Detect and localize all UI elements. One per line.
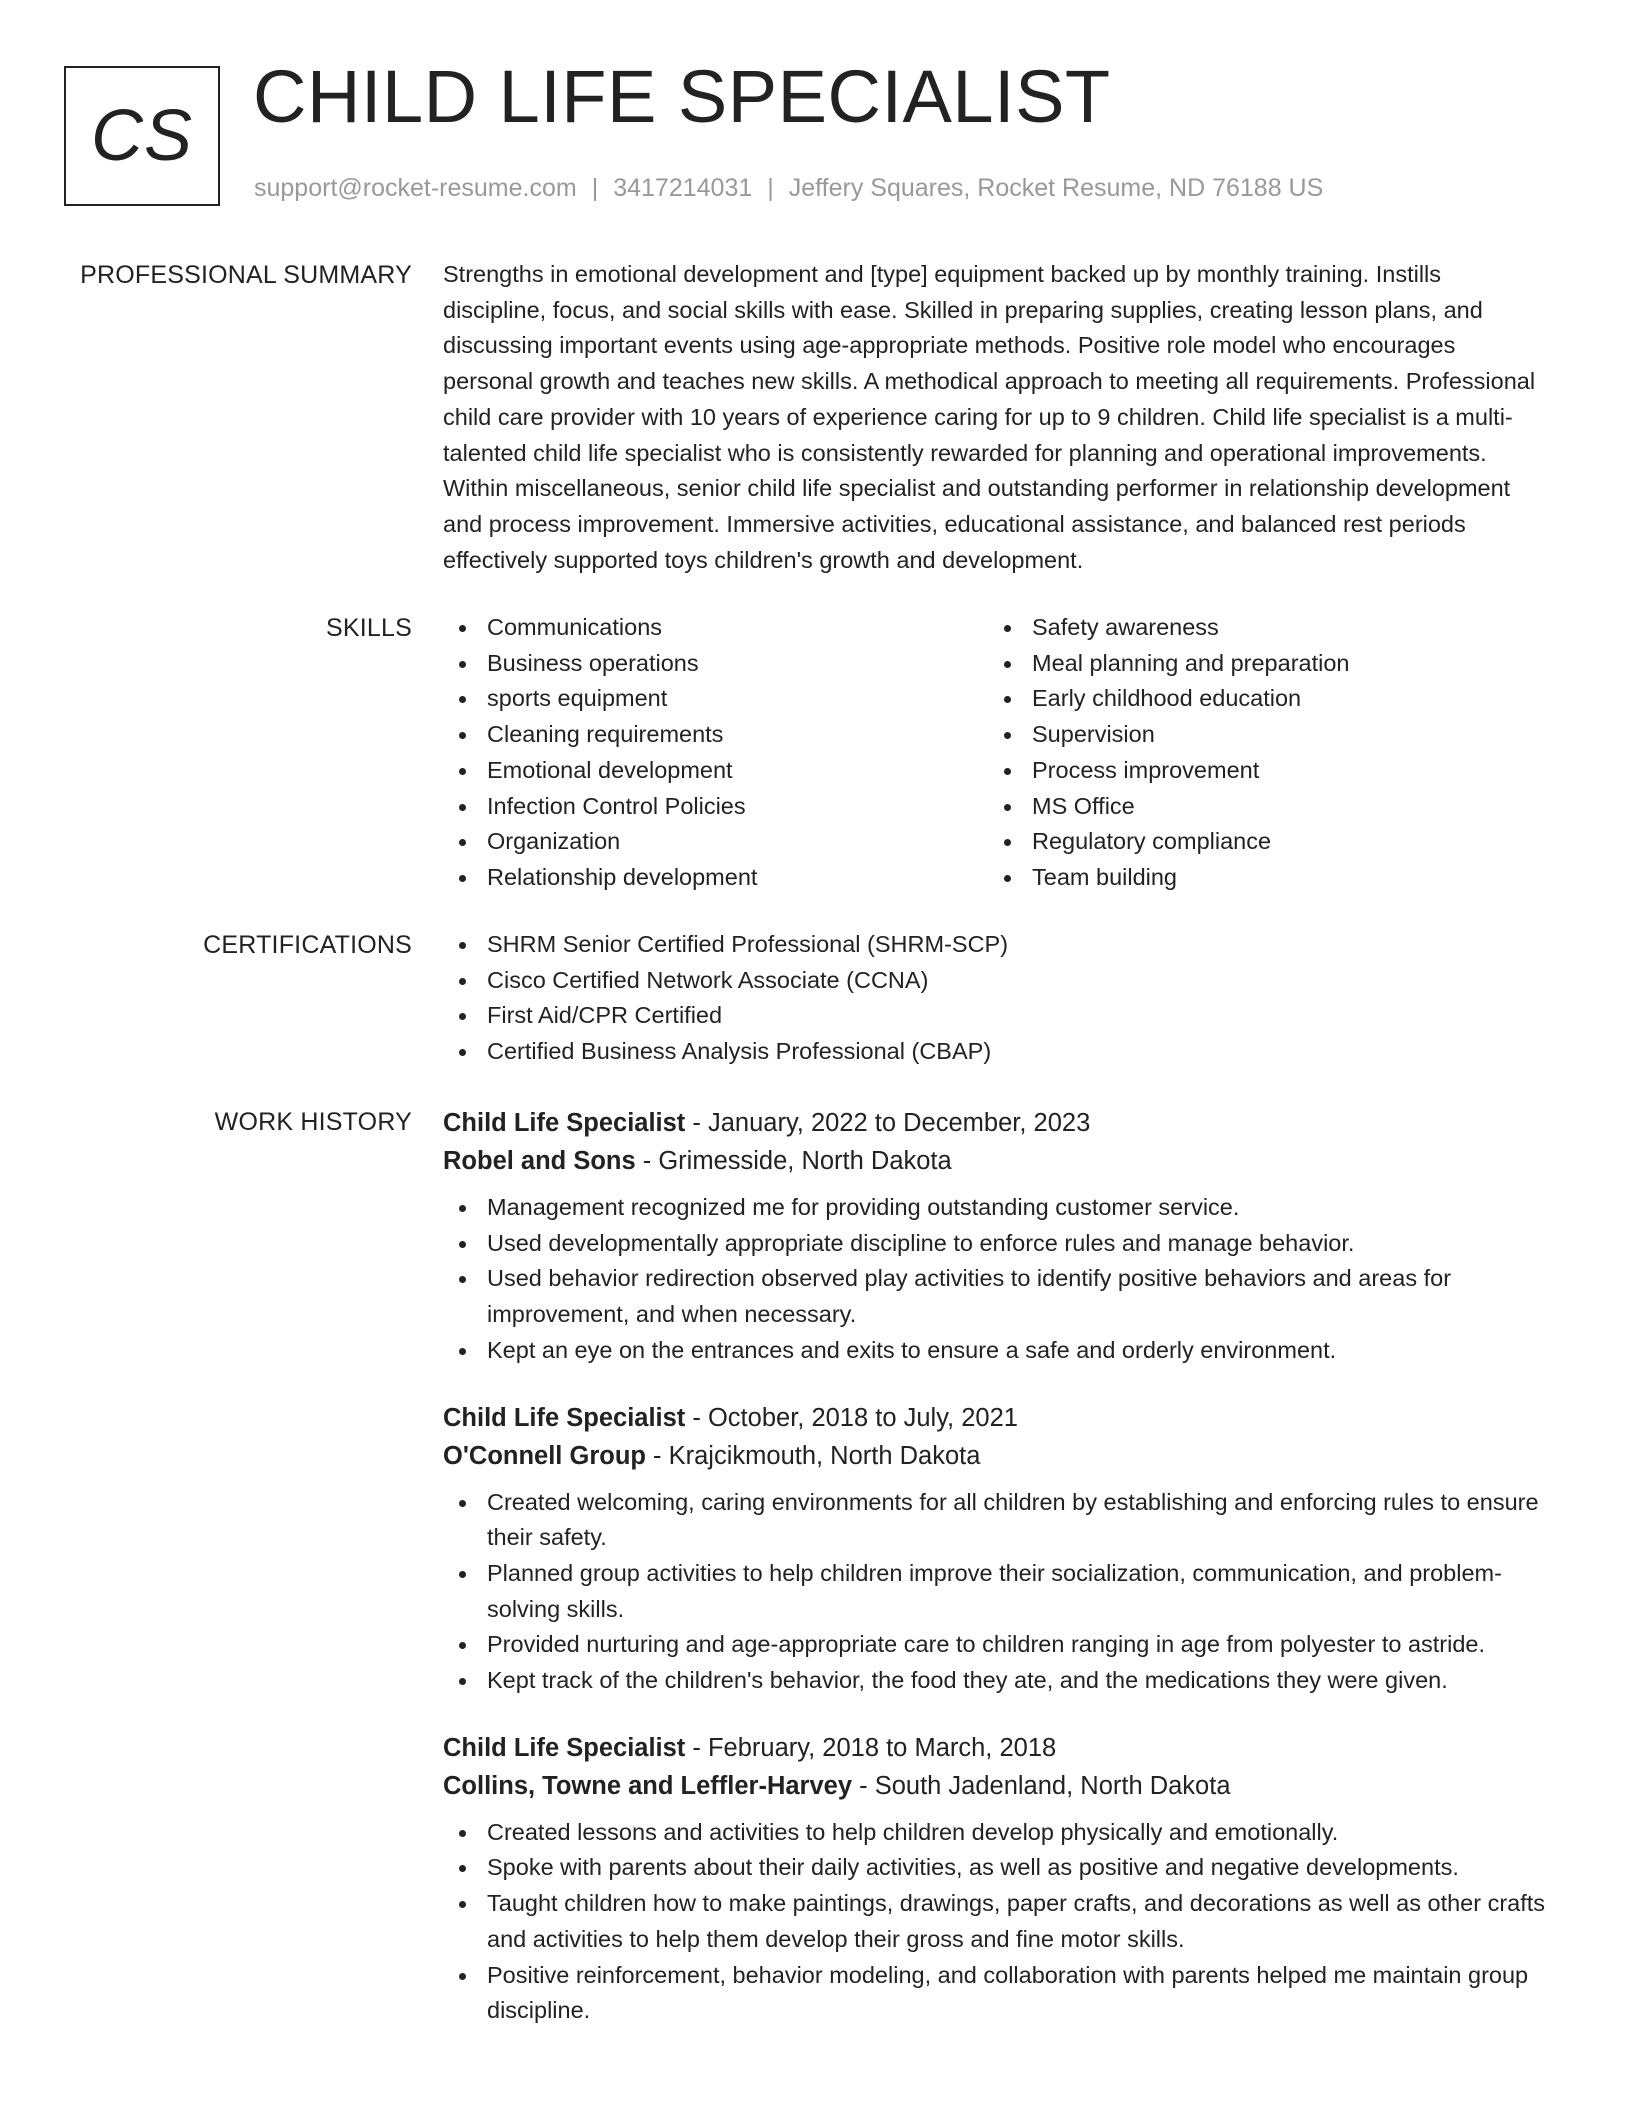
- skill-item: Cleaning requirements: [443, 717, 988, 753]
- resume-name-title: CHILD LIFE SPECIALIST: [253, 55, 1111, 138]
- skill-item: Early childhood education: [988, 681, 1533, 717]
- job-dates: - February, 2018 to March, 2018: [685, 1733, 1057, 1762]
- job-bullet-item: Used developmentally appropriate discipline to enforce rules and manage behavior.: [443, 1226, 1567, 1262]
- job-bullet-item: Taught children how to make paintings, drawings, paper crafts, and decorations as well as other crafts and activities to help them develop their gross and fine motor skills.: [443, 1886, 1567, 1957]
- job-entry: [443, 1399, 1543, 1699]
- skill-item: Emotional development: [443, 753, 988, 789]
- certification-item: Certified Business Analysis Professional (CBAP): [443, 1034, 1543, 1070]
- job-company-line: [443, 1767, 1543, 1805]
- job-bullet-item: Provided nurturing and age-appropriate care to children ranging in age from polyester to astride.: [443, 1627, 1567, 1663]
- skill-item: MS Office: [988, 789, 1533, 825]
- contact-separator: |: [591, 174, 599, 202]
- skill-item: sports equipment: [443, 681, 988, 717]
- job-title-line: [443, 1399, 1543, 1437]
- job-title-line: [443, 1729, 1543, 1767]
- monogram-initials: CS: [90, 96, 194, 176]
- job-bullet-list: [443, 1485, 1543, 1699]
- certification-item: SHRM Senior Certified Professional (SHRM-SCP): [443, 927, 1543, 963]
- job-bullet-item: Created welcoming, caring environments for all children by establishing and enforcing rules to ensure their safety.: [443, 1485, 1567, 1556]
- job-company-line: [443, 1142, 1543, 1180]
- job-entry: [443, 1729, 1546, 2029]
- skills-list-left: [443, 610, 988, 896]
- job-bullet-item: Kept track of the children's behavior, the food they ate, and the medications they were given.: [443, 1663, 1567, 1699]
- job-company: Collins, Towne and Leffler-Harvey: [443, 1771, 853, 1800]
- job-location: - Grimesside, North Dakota: [635, 1147, 952, 1175]
- job-bullet-item: Spoke with parents about their daily activities, as well as positive and negative developments.: [443, 1850, 1567, 1886]
- skill-item: Team building: [988, 860, 1533, 896]
- certifications-label: CERTIFICATIONS: [203, 931, 412, 959]
- skill-item: Organization: [443, 824, 988, 860]
- contact-line: [254, 173, 1323, 203]
- job-bullet-item: Planned group activities to help children improve their socialization, communication, and problem-solving skills.: [443, 1556, 1567, 1627]
- contact-separator: |: [767, 174, 774, 202]
- contact-phone: 3417214031: [613, 174, 753, 202]
- skill-item: Infection Control Policies: [443, 789, 988, 825]
- certifications-list: [443, 927, 1543, 1070]
- job-title: Child Life Specialist: [443, 1733, 686, 1762]
- contact-email: support@rocket-resume.com: [254, 174, 577, 202]
- monogram-badge: [64, 66, 220, 206]
- job-bullet-item: Created lessons and activities to help children develop physically and emotionally.: [443, 1815, 1567, 1851]
- job-bullet-item: Kept an eye on the entrances and exits to ensure a safe and orderly environment.: [443, 1333, 1567, 1369]
- summary-label: PROFESSIONAL SUMMARY: [80, 261, 412, 289]
- work-history-label: WORK HISTORY: [214, 1108, 412, 1136]
- skill-item: Business operations: [443, 646, 988, 682]
- summary-content: [443, 257, 1543, 578]
- skill-item: Supervision: [988, 717, 1533, 753]
- certification-item: Cisco Certified Network Associate (CCNA): [443, 963, 1543, 999]
- job-bullet-list: [443, 1815, 1546, 2029]
- job-company-line: [443, 1437, 1543, 1475]
- skill-item: Safety awareness: [988, 610, 1533, 646]
- job-dates: - October, 2018 to July, 2021: [685, 1403, 1018, 1432]
- certification-item: First Aid/CPR Certified: [443, 998, 1543, 1034]
- job-bullet-list: [443, 1190, 1543, 1369]
- certifications-content: [443, 927, 1543, 1070]
- job-bullet-item: Management recognized me for providing outstanding customer service.: [443, 1190, 1567, 1226]
- job-bullet-item: Used behavior redirection observed play activities to identify positive behaviors and areas for improvement, and when necessary.: [443, 1261, 1567, 1332]
- skill-item: Relationship development: [443, 860, 988, 896]
- job-location: - South Jadenland, North Dakota: [852, 1771, 1231, 1800]
- skill-item: Meal planning and preparation: [988, 646, 1533, 682]
- job-title-line: [443, 1104, 1543, 1142]
- skills-label: SKILLS: [326, 614, 412, 642]
- work-history-content: [443, 1104, 1546, 2059]
- contact-address: Jeffery Squares, Rocket Resume, ND 76188 US: [788, 174, 1324, 202]
- skill-item: Communications: [443, 610, 988, 646]
- job-title: Child Life Specialist: [443, 1109, 686, 1137]
- skill-item: Process improvement: [988, 753, 1533, 789]
- skill-item: Regulatory compliance: [988, 824, 1533, 860]
- skills-content: [443, 610, 1543, 896]
- job-location: - Krajcikmouth, North Dakota: [645, 1441, 981, 1470]
- job-company: O'Connell Group: [443, 1441, 646, 1470]
- job-bullet-item: Positive reinforcement, behavior modeling, and collaboration with parents helped me maintain group discipline.: [443, 1958, 1567, 2029]
- job-dates: - January, 2022 to December, 2023: [685, 1109, 1091, 1137]
- job-entry: [443, 1104, 1543, 1369]
- skills-list-right: [988, 610, 1533, 896]
- job-company: Robel and Sons: [443, 1147, 636, 1175]
- summary-text: Strengths in emotional development and [type] equipment backed up by monthly training. Instills discipline, focus, and social skills with ease. Skilled in preparing supplies, creating lesson plans, and discussing important events using age-appropriate methods. Positive role model who encourages personal growth and teaches new skills. A methodical approach to meeting all requirements. Professional child care provider with 10 years of experience caring for up to 9 children. Child life specialist is a multi-talented child life specialist who is consistently rewarded for planning and operational improvements. Within miscellaneous, senior child life specialist and outstanding performer in relationship development and process improvement. Immersive activities, educational assistance, and balanced rest periods effectively supported toys children's growth and development.: [443, 261, 1536, 573]
- job-title: Child Life Specialist: [443, 1403, 686, 1432]
